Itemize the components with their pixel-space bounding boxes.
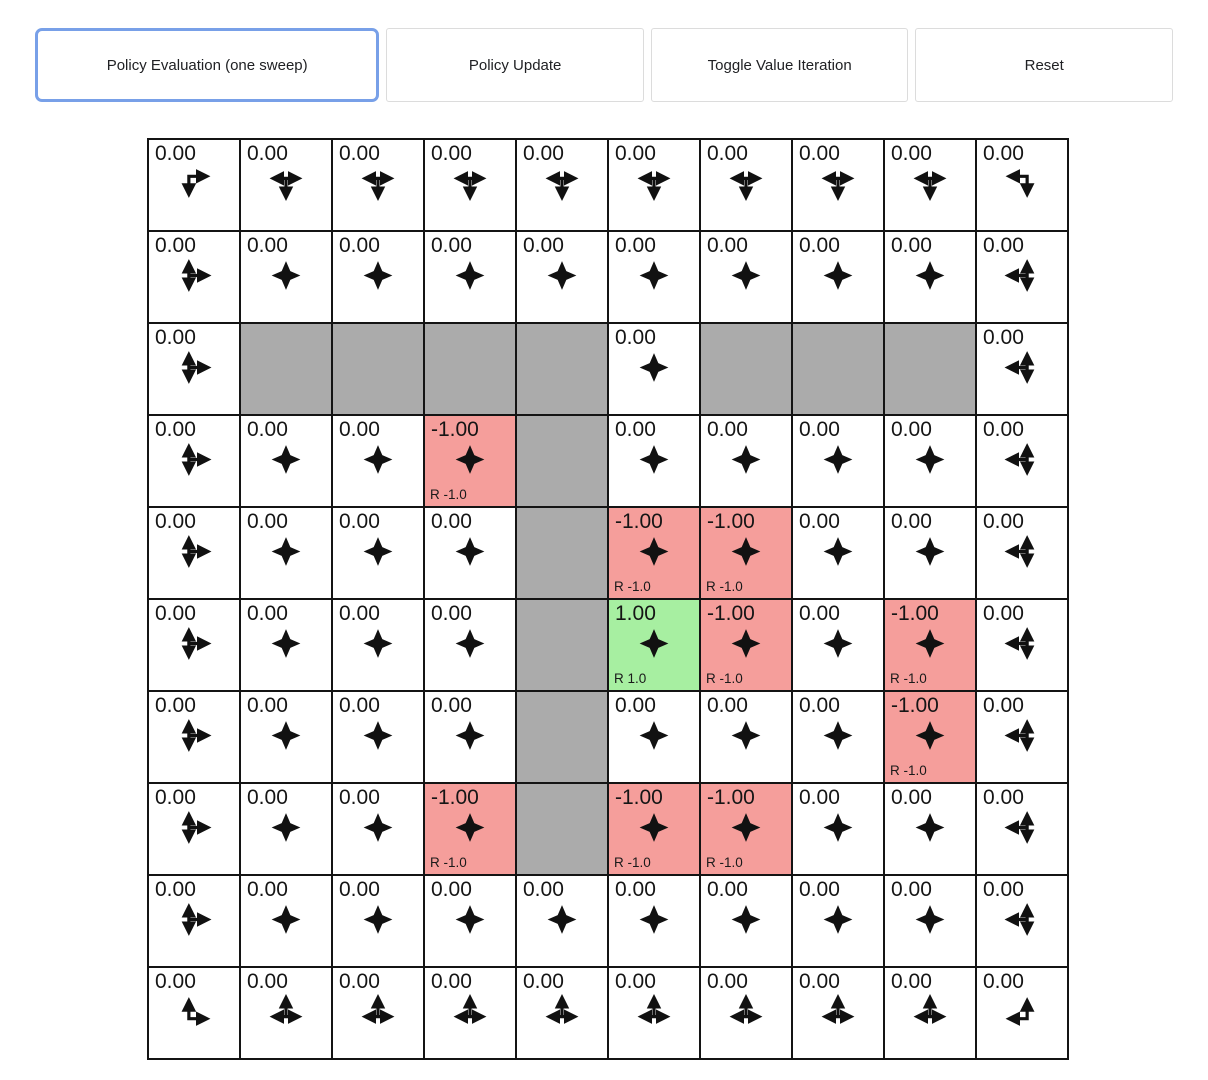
policy-arrows-icon bbox=[176, 809, 213, 846]
cell-value: 0.00 bbox=[523, 878, 564, 901]
cell-value: 0.00 bbox=[983, 142, 1024, 165]
cell-value: 0.00 bbox=[891, 510, 932, 533]
policy-arrows-icon bbox=[912, 257, 949, 294]
grid-cell[interactable] bbox=[608, 231, 700, 323]
cell-value: -1.00 bbox=[707, 510, 755, 533]
cell-value: 0.00 bbox=[799, 786, 840, 809]
policy-arrows-icon bbox=[1004, 993, 1041, 1030]
grid-cell[interactable] bbox=[792, 231, 884, 323]
grid-cell[interactable] bbox=[608, 967, 700, 1059]
policy-arrows-icon bbox=[176, 993, 213, 1030]
policy-arrows-icon bbox=[820, 533, 857, 570]
policy-evaluation-button[interactable]: Policy Evaluation (one sweep) bbox=[35, 28, 379, 102]
grid-cell[interactable] bbox=[976, 415, 1068, 507]
grid-cell[interactable] bbox=[976, 507, 1068, 599]
policy-arrows-icon bbox=[360, 441, 397, 478]
policy-arrows-icon bbox=[544, 257, 581, 294]
policy-arrows-icon bbox=[636, 717, 673, 754]
policy-arrows-icon bbox=[636, 165, 673, 202]
cell-value: 0.00 bbox=[615, 326, 656, 349]
grid-cell[interactable] bbox=[976, 783, 1068, 875]
grid-cell[interactable] bbox=[148, 967, 240, 1059]
policy-arrows-icon bbox=[176, 625, 213, 662]
policy-arrows-icon bbox=[360, 165, 397, 202]
policy-arrows-icon bbox=[452, 441, 489, 478]
policy-arrows-icon bbox=[268, 901, 305, 938]
policy-arrows-icon bbox=[544, 901, 581, 938]
policy-arrows-icon bbox=[268, 625, 305, 662]
cell-value: 0.00 bbox=[431, 142, 472, 165]
policy-arrows-icon bbox=[1004, 165, 1041, 202]
policy-arrows-icon bbox=[912, 809, 949, 846]
policy-arrows-icon bbox=[636, 441, 673, 478]
cell-value: 0.00 bbox=[799, 878, 840, 901]
policy-arrows-icon bbox=[728, 441, 765, 478]
cell-reward-label: R -1.0 bbox=[706, 855, 743, 870]
cell-value: 0.00 bbox=[891, 786, 932, 809]
grid-cell[interactable] bbox=[516, 875, 608, 967]
cell-value: 0.00 bbox=[799, 418, 840, 441]
policy-arrows-icon bbox=[176, 349, 213, 386]
policy-arrows-icon bbox=[820, 257, 857, 294]
policy-arrows-icon bbox=[452, 625, 489, 662]
cell-value: 0.00 bbox=[707, 970, 748, 993]
policy-arrows-icon bbox=[360, 809, 397, 846]
cell-value: 0.00 bbox=[247, 510, 288, 533]
grid-cell[interactable] bbox=[976, 691, 1068, 783]
policy-arrows-icon bbox=[728, 625, 765, 662]
policy-arrows-icon bbox=[820, 717, 857, 754]
cell-value: 0.00 bbox=[983, 418, 1024, 441]
cell-value: -1.00 bbox=[431, 418, 479, 441]
grid-cell[interactable] bbox=[700, 139, 792, 231]
cell-value: 0.00 bbox=[983, 694, 1024, 717]
cell-value: 0.00 bbox=[707, 418, 748, 441]
grid-cell[interactable] bbox=[516, 967, 608, 1059]
toggle-value-iteration-button[interactable]: Toggle Value Iteration bbox=[651, 28, 909, 102]
cell-reward-label: R -1.0 bbox=[706, 579, 743, 594]
cell-value: 0.00 bbox=[707, 878, 748, 901]
policy-arrows-icon bbox=[452, 533, 489, 570]
policy-update-button[interactable]: Policy Update bbox=[386, 28, 644, 102]
grid-cell-wall[interactable] bbox=[516, 323, 608, 415]
cell-value: -1.00 bbox=[891, 694, 939, 717]
policy-arrows-icon bbox=[820, 441, 857, 478]
policy-arrows-icon bbox=[728, 257, 765, 294]
cell-reward-label: R -1.0 bbox=[614, 579, 651, 594]
grid-cell[interactable] bbox=[332, 967, 424, 1059]
grid-cell[interactable] bbox=[148, 323, 240, 415]
cell-value: 0.00 bbox=[247, 142, 288, 165]
gridworld bbox=[147, 138, 1069, 1060]
grid-cell[interactable] bbox=[332, 691, 424, 783]
policy-arrows-icon bbox=[176, 717, 213, 754]
policy-arrows-icon bbox=[636, 625, 673, 662]
grid-cell-wall[interactable] bbox=[884, 323, 976, 415]
grid-cell[interactable] bbox=[792, 139, 884, 231]
grid-cell[interactable] bbox=[792, 507, 884, 599]
policy-arrows-icon bbox=[636, 993, 673, 1030]
cell-value: 0.00 bbox=[155, 234, 196, 257]
grid-cell[interactable] bbox=[332, 231, 424, 323]
policy-arrows-icon bbox=[268, 717, 305, 754]
grid-cell[interactable] bbox=[424, 783, 516, 875]
cell-value: 0.00 bbox=[523, 234, 564, 257]
grid-cell[interactable] bbox=[792, 691, 884, 783]
grid-cell[interactable] bbox=[240, 691, 332, 783]
grid-cell[interactable] bbox=[424, 691, 516, 783]
grid-cell[interactable] bbox=[332, 139, 424, 231]
grid-cell[interactable] bbox=[884, 691, 976, 783]
grid-cell[interactable] bbox=[700, 967, 792, 1059]
cell-value: 0.00 bbox=[799, 602, 840, 625]
policy-arrows-icon bbox=[636, 257, 673, 294]
policy-arrows-icon bbox=[1004, 809, 1041, 846]
cell-value: 0.00 bbox=[339, 234, 380, 257]
cell-value: 0.00 bbox=[707, 142, 748, 165]
policy-arrows-icon bbox=[452, 165, 489, 202]
policy-arrows-icon bbox=[728, 533, 765, 570]
grid-cell-wall[interactable] bbox=[516, 599, 608, 691]
policy-arrows-icon bbox=[1004, 349, 1041, 386]
grid-cell[interactable] bbox=[700, 507, 792, 599]
cell-value: 0.00 bbox=[247, 694, 288, 717]
grid-cell[interactable] bbox=[608, 415, 700, 507]
grid-cell[interactable] bbox=[240, 783, 332, 875]
policy-arrows-icon bbox=[636, 533, 673, 570]
grid-cell[interactable] bbox=[976, 599, 1068, 691]
cell-value: 0.00 bbox=[891, 970, 932, 993]
cell-value: 0.00 bbox=[247, 970, 288, 993]
policy-arrows-icon bbox=[452, 257, 489, 294]
policy-arrows-icon bbox=[1004, 717, 1041, 754]
grid-cell[interactable] bbox=[700, 875, 792, 967]
cell-value: -1.00 bbox=[891, 602, 939, 625]
grid-cell[interactable] bbox=[884, 783, 976, 875]
policy-arrows-icon bbox=[1004, 441, 1041, 478]
grid-cell[interactable] bbox=[792, 967, 884, 1059]
policy-arrows-icon bbox=[452, 993, 489, 1030]
policy-arrows-icon bbox=[912, 717, 949, 754]
policy-arrows-icon bbox=[1004, 625, 1041, 662]
cell-value: 0.00 bbox=[983, 602, 1024, 625]
cell-value: 0.00 bbox=[247, 786, 288, 809]
grid-cell[interactable] bbox=[332, 415, 424, 507]
policy-arrows-icon bbox=[1004, 901, 1041, 938]
policy-arrows-icon bbox=[268, 165, 305, 202]
grid-cell[interactable] bbox=[700, 783, 792, 875]
policy-arrows-icon bbox=[544, 993, 581, 1030]
cell-value: 0.00 bbox=[983, 510, 1024, 533]
cell-value: 0.00 bbox=[155, 970, 196, 993]
cell-value: 0.00 bbox=[339, 786, 380, 809]
grid-cell[interactable] bbox=[608, 783, 700, 875]
policy-arrows-icon bbox=[728, 901, 765, 938]
grid-cell[interactable] bbox=[884, 231, 976, 323]
grid-cell-wall[interactable] bbox=[516, 691, 608, 783]
policy-arrows-icon bbox=[820, 993, 857, 1030]
policy-arrows-icon bbox=[268, 441, 305, 478]
cell-value: 0.00 bbox=[155, 142, 196, 165]
policy-arrows-icon bbox=[636, 901, 673, 938]
cell-value: -1.00 bbox=[707, 786, 755, 809]
policy-arrows-icon bbox=[176, 257, 213, 294]
grid-cell[interactable] bbox=[148, 691, 240, 783]
cell-value: 0.00 bbox=[615, 694, 656, 717]
grid-cell[interactable] bbox=[424, 415, 516, 507]
grid-cell-wall[interactable] bbox=[516, 415, 608, 507]
grid-cell[interactable] bbox=[332, 507, 424, 599]
cell-value: 0.00 bbox=[155, 326, 196, 349]
policy-arrows-icon bbox=[912, 993, 949, 1030]
cell-value: 0.00 bbox=[891, 234, 932, 257]
policy-arrows-icon bbox=[912, 625, 949, 662]
grid-cell[interactable] bbox=[976, 231, 1068, 323]
grid-cell[interactable] bbox=[424, 139, 516, 231]
grid-cell[interactable] bbox=[608, 323, 700, 415]
policy-arrows-icon bbox=[636, 349, 673, 386]
grid-cell[interactable] bbox=[700, 415, 792, 507]
cell-value: 0.00 bbox=[431, 602, 472, 625]
cell-value: 0.00 bbox=[983, 326, 1024, 349]
cell-reward-label: R -1.0 bbox=[430, 855, 467, 870]
policy-arrows-icon bbox=[912, 165, 949, 202]
policy-arrows-icon bbox=[360, 533, 397, 570]
cell-value: 0.00 bbox=[155, 694, 196, 717]
grid-cell[interactable] bbox=[608, 599, 700, 691]
grid-cell-wall[interactable] bbox=[516, 507, 608, 599]
grid-cell-wall[interactable] bbox=[700, 323, 792, 415]
grid-cell[interactable] bbox=[884, 415, 976, 507]
grid-cell[interactable] bbox=[332, 783, 424, 875]
cell-value: 0.00 bbox=[247, 878, 288, 901]
grid-cell[interactable] bbox=[424, 507, 516, 599]
cell-value: 0.00 bbox=[891, 142, 932, 165]
policy-arrows-icon bbox=[268, 809, 305, 846]
policy-arrows-icon bbox=[820, 165, 857, 202]
policy-arrows-icon bbox=[176, 441, 213, 478]
cell-value: 0.00 bbox=[339, 878, 380, 901]
grid-cell[interactable] bbox=[424, 967, 516, 1059]
toolbar bbox=[0, 0, 1208, 102]
grid-cell-wall[interactable] bbox=[332, 323, 424, 415]
grid-cell[interactable] bbox=[884, 599, 976, 691]
cell-reward-label: R -1.0 bbox=[890, 763, 927, 778]
grid-cell[interactable] bbox=[240, 231, 332, 323]
policy-arrows-icon bbox=[636, 809, 673, 846]
grid-cell[interactable] bbox=[792, 783, 884, 875]
grid-cell[interactable] bbox=[884, 967, 976, 1059]
cell-value: 1.00 bbox=[615, 602, 656, 625]
grid-cell[interactable] bbox=[700, 231, 792, 323]
cell-value: 0.00 bbox=[339, 510, 380, 533]
policy-arrows-icon bbox=[1004, 257, 1041, 294]
grid-cell[interactable] bbox=[884, 139, 976, 231]
cell-value: 0.00 bbox=[339, 602, 380, 625]
cell-value: 0.00 bbox=[431, 970, 472, 993]
cell-value: -1.00 bbox=[615, 510, 663, 533]
grid-cell[interactable] bbox=[240, 415, 332, 507]
policy-arrows-icon bbox=[912, 441, 949, 478]
cell-value: 0.00 bbox=[247, 418, 288, 441]
policy-arrows-icon bbox=[268, 533, 305, 570]
grid-cell[interactable] bbox=[332, 875, 424, 967]
policy-arrows-icon bbox=[176, 901, 213, 938]
gridworld-container bbox=[147, 138, 1208, 1060]
cell-value: 0.00 bbox=[891, 878, 932, 901]
cell-value: 0.00 bbox=[615, 142, 656, 165]
policy-arrows-icon bbox=[728, 993, 765, 1030]
grid-cell-wall[interactable] bbox=[424, 323, 516, 415]
policy-arrows-icon bbox=[728, 165, 765, 202]
cell-value: 0.00 bbox=[523, 142, 564, 165]
cell-value: 0.00 bbox=[339, 970, 380, 993]
cell-value: 0.00 bbox=[431, 878, 472, 901]
cell-value: 0.00 bbox=[431, 234, 472, 257]
policy-arrows-icon bbox=[1004, 533, 1041, 570]
cell-reward-label: R -1.0 bbox=[706, 671, 743, 686]
grid-cell-wall[interactable] bbox=[792, 323, 884, 415]
grid-cell[interactable] bbox=[240, 139, 332, 231]
grid-cell[interactable] bbox=[792, 415, 884, 507]
grid-cell[interactable] bbox=[884, 507, 976, 599]
cell-value: 0.00 bbox=[431, 510, 472, 533]
policy-arrows-icon bbox=[360, 993, 397, 1030]
grid-cell[interactable] bbox=[608, 507, 700, 599]
cell-value: 0.00 bbox=[523, 970, 564, 993]
grid-cell[interactable] bbox=[884, 875, 976, 967]
grid-cell[interactable] bbox=[700, 691, 792, 783]
policy-arrows-icon bbox=[268, 993, 305, 1030]
cell-value: 0.00 bbox=[155, 418, 196, 441]
grid-cell[interactable] bbox=[608, 875, 700, 967]
cell-value: 0.00 bbox=[983, 234, 1024, 257]
cell-value: 0.00 bbox=[615, 878, 656, 901]
grid-cell[interactable] bbox=[424, 875, 516, 967]
cell-reward-label: R 1.0 bbox=[614, 671, 647, 686]
cell-value: 0.00 bbox=[707, 694, 748, 717]
policy-arrows-icon bbox=[360, 625, 397, 662]
cell-value: 0.00 bbox=[155, 878, 196, 901]
cell-reward-label: R -1.0 bbox=[890, 671, 927, 686]
grid-cell[interactable] bbox=[148, 415, 240, 507]
grid-cell[interactable] bbox=[424, 231, 516, 323]
policy-arrows-icon bbox=[360, 257, 397, 294]
grid-cell[interactable] bbox=[148, 599, 240, 691]
cell-value: 0.00 bbox=[799, 694, 840, 717]
cell-value: 0.00 bbox=[155, 602, 196, 625]
grid-cell[interactable] bbox=[332, 599, 424, 691]
cell-value: 0.00 bbox=[983, 878, 1024, 901]
grid-cell[interactable] bbox=[976, 875, 1068, 967]
cell-value: 0.00 bbox=[615, 418, 656, 441]
cell-value: -1.00 bbox=[707, 602, 755, 625]
grid-cell[interactable] bbox=[976, 967, 1068, 1059]
grid-cell[interactable] bbox=[148, 783, 240, 875]
cell-value: 0.00 bbox=[155, 510, 196, 533]
policy-arrows-icon bbox=[360, 717, 397, 754]
cell-value: 0.00 bbox=[799, 234, 840, 257]
grid-cell[interactable] bbox=[240, 967, 332, 1059]
policy-arrows-icon bbox=[820, 809, 857, 846]
grid-cell[interactable] bbox=[976, 139, 1068, 231]
grid-cell[interactable] bbox=[700, 599, 792, 691]
policy-arrows-icon bbox=[452, 717, 489, 754]
reset-button[interactable]: Reset bbox=[915, 28, 1173, 102]
grid-cell[interactable] bbox=[516, 139, 608, 231]
grid-cell[interactable] bbox=[240, 599, 332, 691]
grid-cell[interactable] bbox=[608, 139, 700, 231]
cell-reward-label: R -1.0 bbox=[614, 855, 651, 870]
cell-value: 0.00 bbox=[247, 234, 288, 257]
cell-value: -1.00 bbox=[615, 786, 663, 809]
cell-value: 0.00 bbox=[983, 970, 1024, 993]
cell-reward-label: R -1.0 bbox=[430, 487, 467, 502]
cell-value: 0.00 bbox=[615, 234, 656, 257]
policy-arrows-icon bbox=[544, 165, 581, 202]
policy-arrows-icon bbox=[820, 625, 857, 662]
grid-cell[interactable] bbox=[976, 323, 1068, 415]
grid-cell[interactable] bbox=[148, 231, 240, 323]
cell-value: 0.00 bbox=[155, 786, 196, 809]
cell-value: 0.00 bbox=[799, 510, 840, 533]
cell-value: 0.00 bbox=[707, 234, 748, 257]
cell-value: 0.00 bbox=[615, 970, 656, 993]
grid-cell[interactable] bbox=[148, 139, 240, 231]
cell-value: 0.00 bbox=[799, 970, 840, 993]
grid-cell[interactable] bbox=[608, 691, 700, 783]
cell-value: 0.00 bbox=[339, 418, 380, 441]
policy-arrows-icon bbox=[176, 165, 213, 202]
cell-value: 0.00 bbox=[247, 602, 288, 625]
policy-arrows-icon bbox=[268, 257, 305, 294]
grid-cell[interactable] bbox=[424, 599, 516, 691]
policy-arrows-icon bbox=[452, 809, 489, 846]
grid-cell[interactable] bbox=[792, 599, 884, 691]
cell-value: 0.00 bbox=[339, 694, 380, 717]
grid-cell[interactable] bbox=[240, 875, 332, 967]
grid-cell[interactable] bbox=[516, 231, 608, 323]
cell-value: 0.00 bbox=[339, 142, 380, 165]
grid-cell[interactable] bbox=[148, 507, 240, 599]
grid-cell[interactable] bbox=[240, 507, 332, 599]
policy-arrows-icon bbox=[452, 901, 489, 938]
cell-value: 0.00 bbox=[983, 786, 1024, 809]
cell-value: -1.00 bbox=[431, 786, 479, 809]
policy-arrows-icon bbox=[360, 901, 397, 938]
policy-arrows-icon bbox=[820, 901, 857, 938]
policy-arrows-icon bbox=[912, 901, 949, 938]
grid-cell[interactable] bbox=[792, 875, 884, 967]
policy-arrows-icon bbox=[728, 717, 765, 754]
grid-cell[interactable] bbox=[148, 875, 240, 967]
cell-value: 0.00 bbox=[891, 418, 932, 441]
cell-value: 0.00 bbox=[431, 694, 472, 717]
policy-arrows-icon bbox=[176, 533, 213, 570]
policy-arrows-icon bbox=[912, 533, 949, 570]
cell-value: 0.00 bbox=[799, 142, 840, 165]
policy-arrows-icon bbox=[728, 809, 765, 846]
grid-cell-wall[interactable] bbox=[240, 323, 332, 415]
grid-cell-wall[interactable] bbox=[516, 783, 608, 875]
